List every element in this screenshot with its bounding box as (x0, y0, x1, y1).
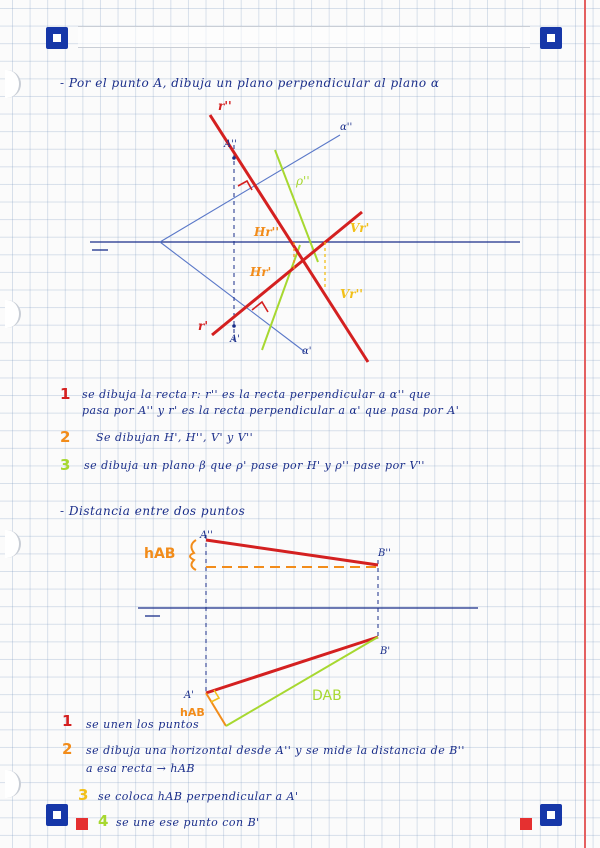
hab-brace (190, 540, 196, 570)
label-a1: A' (230, 334, 240, 345)
label-hab-small: hAB (180, 706, 205, 719)
label-hr1: Hr' (250, 265, 272, 279)
label-r2: r'' (218, 99, 232, 113)
label-alpha2: α'' (340, 122, 353, 133)
step-number: 1 (62, 712, 73, 730)
label-b1: B' (380, 646, 391, 657)
step-text: pasa por A'' y r' es la recta perpendicular a α' que pasa por A' (82, 404, 460, 417)
label-vr2: Vr'' (340, 287, 363, 301)
step-text: se dibuja una horizontal desde A'' y se mide la distancia de B'' (86, 744, 465, 757)
label-alpha1: α' (302, 346, 312, 357)
section-title-distance: - Distancia entre dos puntos (60, 504, 246, 518)
label-rho2: ρ'' (296, 174, 310, 188)
label-vr1: Vr' (350, 221, 370, 235)
step-text: se unen los puntos (86, 718, 200, 731)
label-hab: hAB (144, 546, 176, 562)
step-number: 2 (60, 428, 71, 446)
label-a1: A' (184, 690, 194, 701)
step-number: 1 (60, 385, 71, 403)
step-text: se dibuja la recta r: r'' es la recta perpendicular a α'' que (82, 388, 431, 401)
step-text: se une ese punto con B' (116, 816, 260, 829)
step-text: a esa recta → hAB (86, 762, 195, 775)
label-hr2: Hr'' (254, 225, 280, 239)
true-length-dab (226, 637, 378, 726)
label-a2: A'' (200, 530, 213, 541)
step-number: 4 (98, 812, 109, 830)
step-number: 3 (60, 456, 71, 474)
label-a2: A'' (224, 139, 237, 150)
segment-ab-vertical (206, 540, 378, 565)
label-r1: r' (198, 319, 208, 333)
label-dab: DAB (312, 688, 342, 704)
segment-ab-horizontal (206, 637, 378, 693)
step-text: se dibuja un plano β que ρ' pase por H' y ρ'' pase por V'' (84, 459, 425, 472)
step-number: 2 (62, 740, 73, 758)
label-b2: B'' (378, 548, 391, 559)
step-text: Se dibujan H', H'', V' y V'' (96, 431, 254, 444)
step-number: 3 (78, 786, 89, 804)
section-title-plane: - Por el punto A, dibuja un plano perpendicular al plano α (60, 76, 440, 90)
step-text: se coloca hAB perpendicular a A' (98, 790, 299, 803)
hab-perpendicular (206, 693, 226, 726)
